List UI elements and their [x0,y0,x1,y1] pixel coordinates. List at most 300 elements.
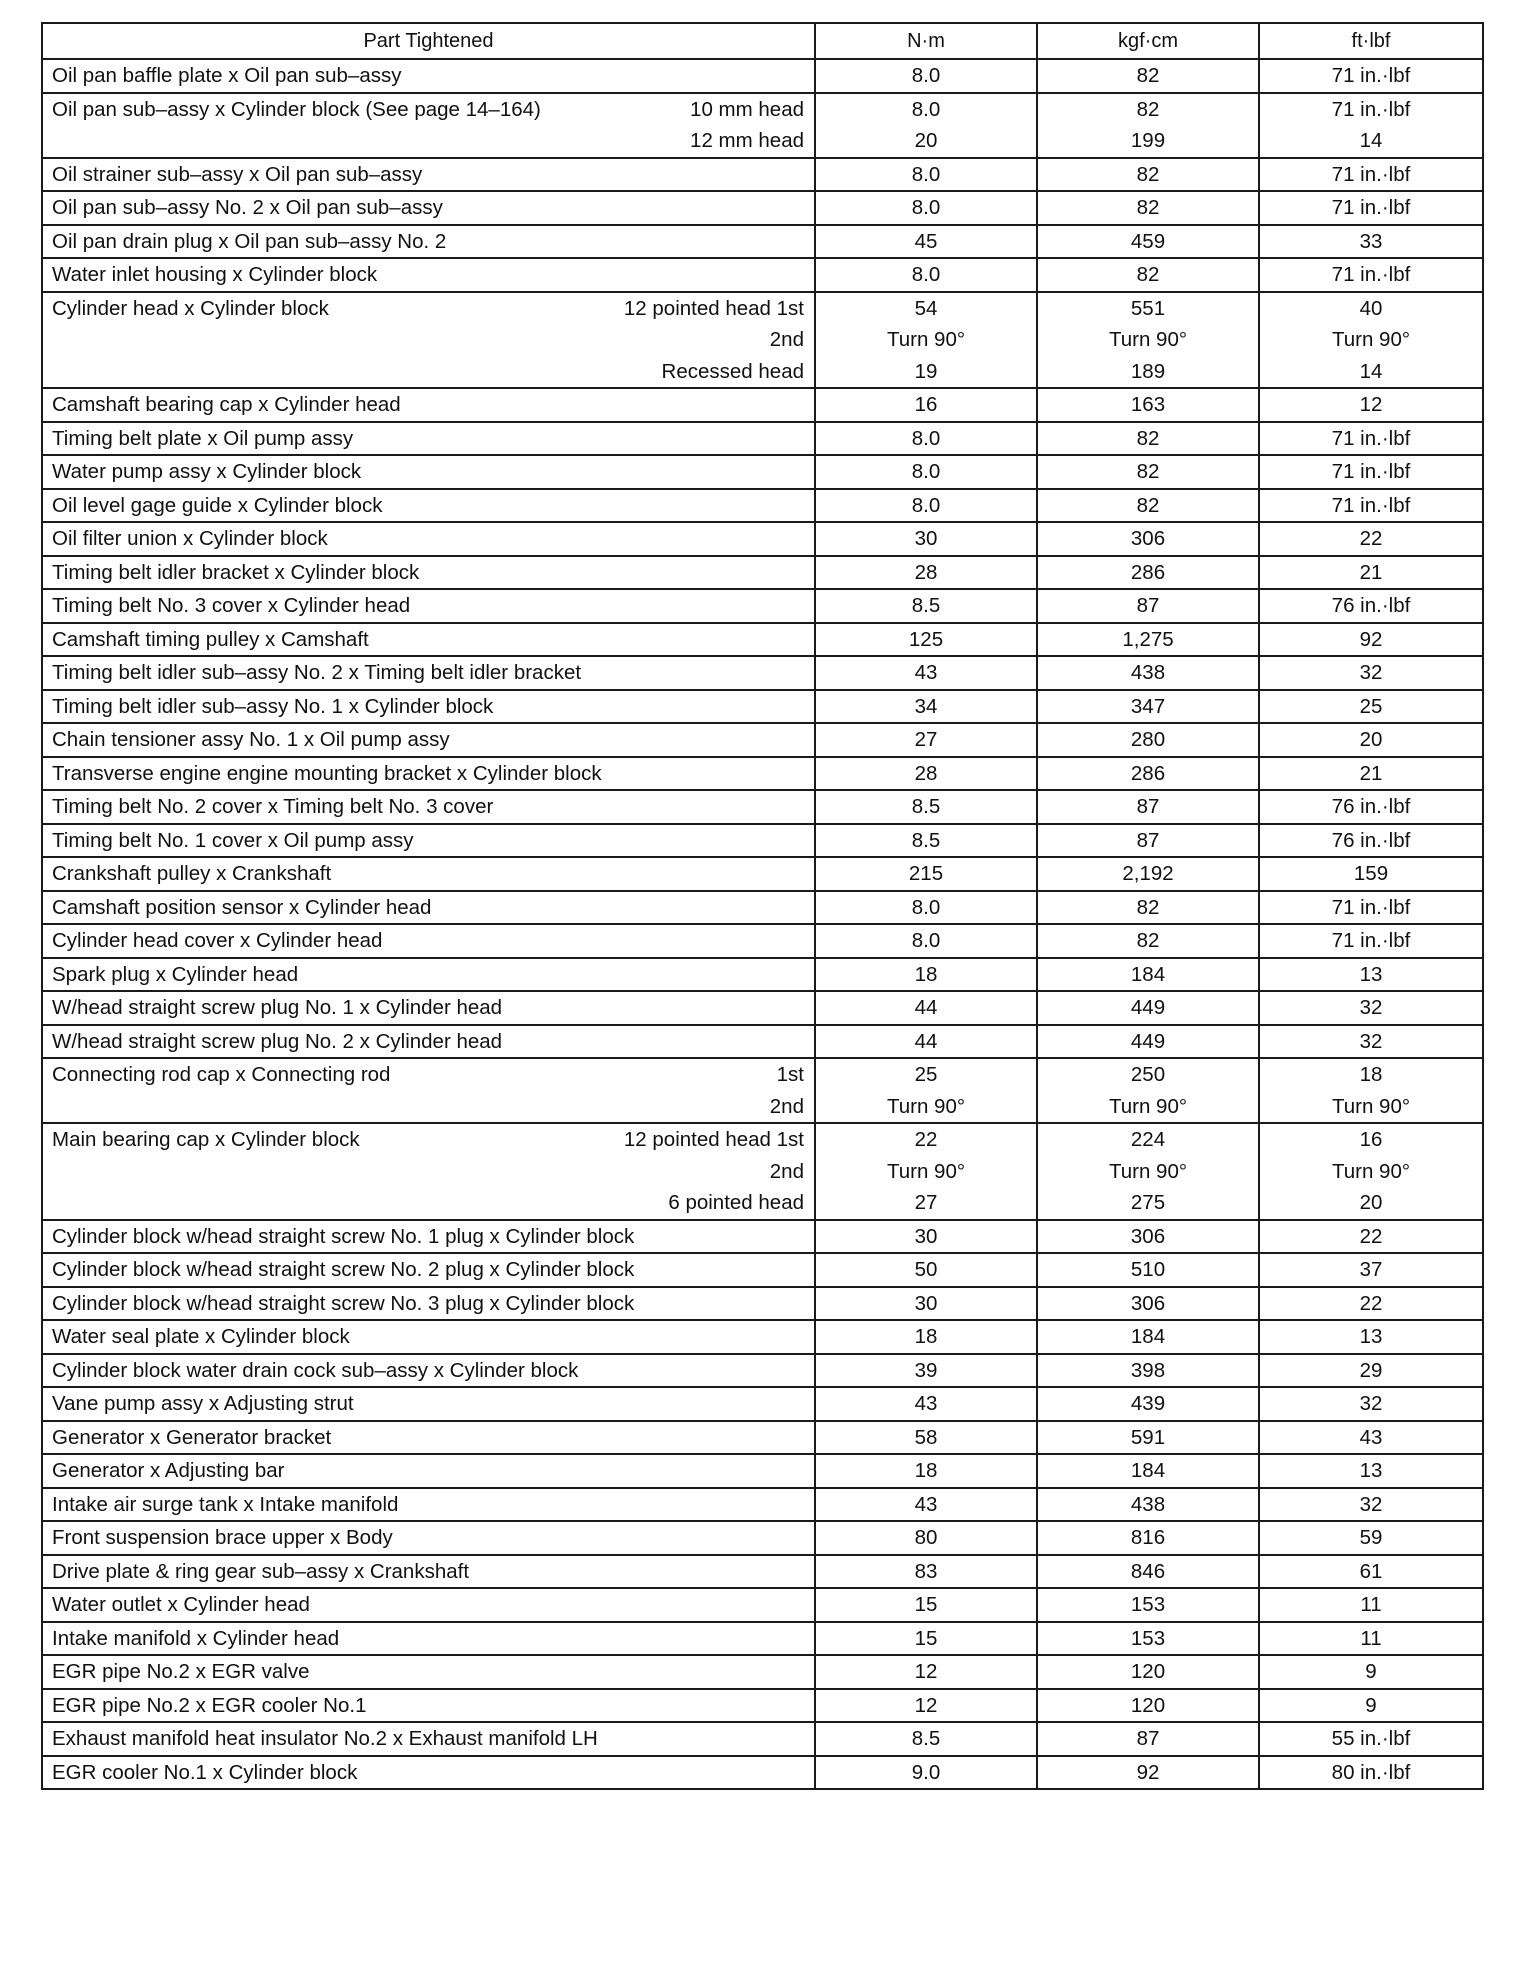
part-line [43,293,814,325]
part-cell [42,690,815,724]
table-row [42,158,1483,192]
kgf-cell [1037,522,1259,556]
nm-value: 43 [914,1492,938,1516]
nm-value: 9.0 [911,1760,941,1784]
ft-lbf-cell [1259,1655,1483,1689]
ft-lbf-value: 33 [1359,229,1383,253]
part-cell [42,1220,815,1254]
kgf-cell [1037,191,1259,225]
ft-lbf-value: 14 [1359,129,1383,152]
ft-lbf-cell [1259,522,1483,556]
kgf-value: 82 [1136,97,1160,121]
part-cell [42,924,815,958]
table-header [42,23,1483,59]
kgf-value: 2,192 [1122,862,1174,885]
part-line [43,1723,814,1755]
table-row [42,388,1483,422]
ft-lbf-cell [1259,1287,1483,1321]
kgf-value: 280 [1130,728,1166,751]
kgf-cell [1037,292,1259,389]
nm-value: 18 [914,962,938,986]
part-cell [42,455,815,489]
kgf-value: 82 [1136,493,1160,517]
kgf-value: 184 [1130,962,1166,986]
table-row [42,1320,1483,1354]
table-row [42,522,1483,556]
table-row [42,824,1483,858]
ft-lbf-cell [1259,191,1483,225]
part-description: Oil pan sub–assy No. 2 x Oil pan sub–assy [52,196,443,219]
kgf-cell [1037,690,1259,724]
nm-cell [815,1387,1037,1421]
ft-lbf-value: 61 [1359,1559,1383,1583]
nm-cell [815,1756,1037,1790]
part-line [43,724,814,756]
nm-value: 8.5 [911,795,941,818]
part-description: EGR pipe No.2 x EGR cooler No.1 [52,1693,367,1717]
nm-cell [815,1588,1037,1622]
ft-lbf-value: 71 in.·lbf [1331,196,1411,219]
nm-value: 28 [914,761,938,785]
ft-lbf-value: 29 [1359,1358,1383,1382]
kgf-cell [1037,656,1259,690]
kgf-cell [1037,556,1259,590]
part-cell [42,1454,815,1488]
part-cell [42,1387,815,1421]
table-row [42,1655,1483,1689]
ft-lbf-cell [1259,924,1483,958]
ft-lbf-value: 9 [1365,1660,1377,1683]
table-row [42,1722,1483,1756]
ft-lbf-cell [1259,723,1483,757]
ft-lbf-cell [1259,158,1483,192]
nm-value: 12 [914,1693,938,1717]
part-sub-spec: 1st [776,1063,804,1086]
header-kgf-cm: kgf·cm [1037,23,1259,59]
kgf-cell [1037,455,1259,489]
kgf-cell [1037,225,1259,259]
kgf-value: 120 [1130,1693,1166,1717]
nm-value: 8.5 [911,1727,941,1750]
kgf-value: 87 [1136,828,1160,852]
part-line [43,1489,814,1521]
part-cell [42,991,815,1025]
nm-cell [815,1689,1037,1723]
ft-lbf-value: 71 in.·lbf [1331,895,1411,919]
table-row [42,258,1483,292]
part-cell [42,1588,815,1622]
part-description: Exhaust manifold heat insulator No.2 x Exhaust manifold LH [52,1727,598,1750]
table-row [42,93,1483,158]
ft-lbf-cell [1259,991,1483,1025]
nm-value: 18 [914,1459,938,1482]
kgf-cell [1037,1488,1259,1522]
header-row [42,23,1483,59]
ft-lbf-value: 71 in.·lbf [1331,263,1411,286]
ft-lbf-value: Turn 90° [1331,1094,1411,1118]
kgf-cell [1037,623,1259,657]
kgf-cell [1037,1588,1259,1622]
nm-value: 27 [914,728,938,751]
ft-lbf-cell [1259,1689,1483,1723]
ft-lbf-cell [1259,1220,1483,1254]
nm-value: 8.0 [911,895,941,919]
ft-lbf-value: 21 [1359,560,1383,584]
nm-value: 8.0 [911,929,941,952]
kgf-value: 153 [1130,1593,1166,1616]
kgf-cell [1037,1521,1259,1555]
ft-lbf-value: 32 [1359,1029,1383,1053]
nm-value: 8.5 [911,594,941,617]
ft-lbf-value: 14 [1359,359,1383,383]
ft-lbf-value: 18 [1359,1063,1383,1086]
nm-value: 22 [914,1128,938,1151]
kgf-value: 224 [1130,1128,1166,1151]
nm-value: 39 [914,1358,938,1382]
part-description: Cylinder block w/head straight screw No. 1 plug x Cylinder block [52,1224,635,1248]
part-line [43,1026,814,1058]
part-description: EGR cooler No.1 x Cylinder block [52,1760,358,1784]
nm-cell [815,924,1037,958]
ft-lbf-value: 32 [1359,1392,1383,1415]
ft-lbf-value: 71 in.·lbf [1331,426,1411,450]
part-line [43,590,814,622]
table-row [42,225,1483,259]
part-cell [42,1253,815,1287]
part-cell [42,1421,815,1455]
part-line [43,423,814,455]
part-cell [42,158,815,192]
part-line [43,1221,814,1253]
kgf-value: 449 [1130,996,1166,1019]
part-line [43,94,814,126]
nm-value: 15 [914,1593,938,1616]
part-description: Timing belt No. 1 cover x Oil pump assy [52,828,414,852]
part-line [43,1690,814,1722]
kgf-cell [1037,388,1259,422]
part-cell [42,93,815,158]
part-cell [42,59,815,93]
nm-value: 43 [914,1392,938,1415]
nm-value: 44 [914,1029,938,1053]
kgf-cell [1037,1756,1259,1790]
part-description: Water seal plate x Cylinder block [52,1325,350,1348]
part-description: Drive plate & ring gear sub–assy x Crankshaft [52,1559,470,1583]
kgf-cell [1037,1123,1259,1220]
ft-lbf-cell [1259,790,1483,824]
kgf-value: 306 [1130,1291,1166,1315]
part-line [43,1254,814,1286]
part-line [43,159,814,191]
part-cell [42,1488,815,1522]
part-line [43,624,814,656]
nm-value: 50 [914,1258,938,1281]
ft-lbf-value: 71 in.·lbf [1331,64,1411,87]
nm-value: 8.0 [911,493,941,517]
nm-cell [815,1320,1037,1354]
ft-lbf-value: 71 in.·lbf [1331,929,1411,952]
ft-lbf-cell [1259,1387,1483,1421]
ft-lbf-value: 71 in.·lbf [1331,97,1411,121]
kgf-value: 439 [1130,1392,1166,1415]
kgf-value: 286 [1130,761,1166,785]
part-line [43,1656,814,1688]
part-line [43,389,814,421]
part-line [43,758,814,790]
part-line [43,1388,814,1420]
nm-value: 83 [914,1559,938,1583]
kgf-cell [1037,1253,1259,1287]
table-row [42,589,1483,623]
ft-lbf-value: 25 [1359,694,1383,718]
part-cell [42,824,815,858]
nm-cell [815,1354,1037,1388]
nm-cell [815,1454,1037,1488]
part-cell [42,258,815,292]
part-cell [42,292,815,389]
part-line [43,226,814,258]
kgf-value: 82 [1136,162,1160,186]
ft-lbf-cell [1259,1123,1483,1220]
table-row [42,857,1483,891]
part-cell [42,225,815,259]
table-row [42,1555,1483,1589]
part-cell [42,1756,815,1790]
part-description: EGR pipe No.2 x EGR valve [52,1660,310,1683]
part-line [43,1059,814,1091]
nm-cell [815,1555,1037,1589]
kgf-value: 306 [1130,1224,1166,1248]
kgf-cell [1037,757,1259,791]
nm-value: 8.0 [911,64,941,87]
part-cell [42,489,815,523]
ft-lbf-value: 13 [1359,962,1383,986]
kgf-value: 82 [1136,426,1160,450]
part-description: Transverse engine engine mounting bracket x Cylinder block [52,761,602,785]
ft-lbf-value: 40 [1359,296,1383,320]
nm-cell [815,455,1037,489]
ft-lbf-value: 22 [1359,527,1383,550]
table-row [42,1287,1483,1321]
ft-lbf-cell [1259,489,1483,523]
kgf-cell [1037,1454,1259,1488]
kgf-value: 398 [1130,1358,1166,1382]
part-description: Cylinder block w/head straight screw No. 3 plug x Cylinder block [52,1291,635,1315]
table-row [42,59,1483,93]
kgf-value: 82 [1136,263,1160,286]
part-line [43,1757,814,1789]
ft-lbf-cell [1259,1320,1483,1354]
part-line [43,1556,814,1588]
part-line [43,992,814,1024]
kgf-value: 163 [1130,393,1166,416]
nm-cell [815,1025,1037,1059]
ft-lbf-cell [1259,455,1483,489]
part-line [43,1455,814,1487]
kgf-cell [1037,1622,1259,1656]
kgf-cell [1037,891,1259,925]
part-cell [42,857,815,891]
kgf-value: 82 [1136,895,1160,919]
nm-cell [815,59,1037,93]
ft-lbf-cell [1259,857,1483,891]
part-line [43,925,814,957]
part-description: Cylinder block w/head straight screw No. 2 plug x Cylinder block [52,1258,635,1281]
nm-value: 16 [914,393,938,416]
ft-lbf-value: Turn 90° [1331,328,1411,351]
ft-lbf-value: 159 [1353,862,1389,885]
kgf-cell [1037,790,1259,824]
part-description: Camshaft bearing cap x Cylinder head [52,393,401,416]
part-description: Water outlet x Cylinder head [52,1593,310,1616]
part-line [43,1589,814,1621]
part-description: Timing belt No. 3 cover x Cylinder head [52,594,411,617]
kgf-cell [1037,924,1259,958]
nm-value: 8.0 [911,162,941,186]
table-row [42,690,1483,724]
table-row [42,1521,1483,1555]
part-line [43,1422,814,1454]
part-description: Spark plug x Cylinder head [52,962,299,986]
kgf-cell [1037,258,1259,292]
nm-value: 58 [914,1425,938,1449]
kgf-cell [1037,422,1259,456]
part-line [43,1522,814,1554]
table-row [42,292,1483,389]
ft-lbf-cell [1259,1756,1483,1790]
ft-lbf-value: 22 [1359,1224,1383,1248]
part-description: Oil strainer sub–assy x Oil pan sub–assy [52,162,423,186]
part-line [43,1187,814,1219]
table-row [42,455,1483,489]
ft-lbf-cell [1259,1025,1483,1059]
part-sub-spec: Recessed head [661,359,804,383]
ft-lbf-cell [1259,422,1483,456]
ft-lbf-cell [1259,59,1483,93]
nm-value: 8.0 [911,426,941,450]
ft-lbf-value: 71 in.·lbf [1331,162,1411,186]
kgf-value: 87 [1136,1727,1160,1750]
part-description: Timing belt plate x Oil pump assy [52,426,354,450]
part-description: Cylinder head cover x Cylinder head [52,929,383,952]
table-row [42,656,1483,690]
part-line [43,959,814,991]
table-row [42,1354,1483,1388]
kgf-value: 184 [1130,1325,1166,1348]
part-cell [42,1689,815,1723]
part-line [43,892,814,924]
part-sub-spec: 12 pointed head 1st [623,296,804,320]
nm-value: 20 [914,129,938,152]
kgf-value: 591 [1130,1425,1166,1449]
torque-specification-table [41,22,1484,1790]
ft-lbf-value: 55 in.·lbf [1331,1727,1411,1750]
part-cell [42,1025,815,1059]
kgf-cell [1037,1655,1259,1689]
kgf-value: 459 [1130,229,1166,253]
nm-cell [815,489,1037,523]
part-cell [42,1354,815,1388]
kgf-value: 92 [1136,1760,1160,1784]
kgf-cell [1037,589,1259,623]
ft-lbf-value: 32 [1359,661,1383,684]
nm-value: 43 [914,661,938,684]
table-row [42,757,1483,791]
part-cell [42,1655,815,1689]
table-row [42,623,1483,657]
ft-lbf-value: Turn 90° [1331,1159,1411,1183]
nm-cell [815,225,1037,259]
ft-lbf-value: 13 [1359,1459,1383,1482]
kgf-value: 199 [1130,129,1166,152]
header-part-tightened: Part Tightened [42,23,815,59]
ft-lbf-cell [1259,1354,1483,1388]
kgf-cell [1037,158,1259,192]
part-description: W/head straight screw plug No. 1 x Cylinder head [52,996,503,1019]
kgf-value: 250 [1130,1063,1166,1086]
part-description: Vane pump assy x Adjusting strut [52,1392,354,1415]
ft-lbf-cell [1259,656,1483,690]
kgf-cell [1037,723,1259,757]
ft-lbf-value: 21 [1359,761,1383,785]
part-description: Oil pan drain plug x Oil pan sub–assy No. 2 [52,229,447,253]
nm-value: 30 [914,527,938,550]
ft-lbf-cell [1259,757,1483,791]
nm-value: 30 [914,1224,938,1248]
ft-lbf-value: 20 [1359,1191,1383,1214]
kgf-value: 275 [1130,1191,1166,1214]
nm-cell [815,857,1037,891]
part-cell [42,656,815,690]
kgf-value: 120 [1130,1660,1166,1683]
part-cell [42,623,815,657]
nm-value: 8.5 [911,828,941,852]
part-sub-spec: 10 mm head [690,97,804,121]
kgf-value: Turn 90° [1108,1094,1188,1118]
part-line [43,791,814,823]
nm-cell [815,258,1037,292]
ft-lbf-cell [1259,1622,1483,1656]
part-line [43,356,814,388]
kgf-cell [1037,1287,1259,1321]
part-description: Generator x Adjusting bar [52,1459,285,1482]
part-description: Connecting rod cap x Connecting rod [52,1063,391,1086]
ft-lbf-cell [1259,891,1483,925]
part-line [43,523,814,555]
ft-lbf-value: 43 [1359,1425,1383,1449]
nm-value: 12 [914,1660,938,1683]
nm-value: Turn 90° [886,328,966,351]
part-cell [42,723,815,757]
kgf-value: 438 [1130,1492,1166,1516]
ft-lbf-cell [1259,1253,1483,1287]
ft-lbf-value: 11 [1360,1626,1382,1650]
nm-value: 15 [914,1626,938,1650]
ft-lbf-value: 11 [1360,1593,1382,1616]
table-row [42,1588,1483,1622]
part-cell [42,891,815,925]
kgf-value: 189 [1130,359,1166,383]
ft-lbf-value: 76 in.·lbf [1331,795,1411,818]
ft-lbf-cell [1259,258,1483,292]
kgf-value: 87 [1136,795,1160,818]
kgf-cell [1037,1689,1259,1723]
part-line [43,691,814,723]
part-sub-spec: 2nd [769,1094,804,1118]
part-line [43,324,814,356]
part-cell [42,1521,815,1555]
part-description: Oil level gage guide x Cylinder block [52,493,383,517]
